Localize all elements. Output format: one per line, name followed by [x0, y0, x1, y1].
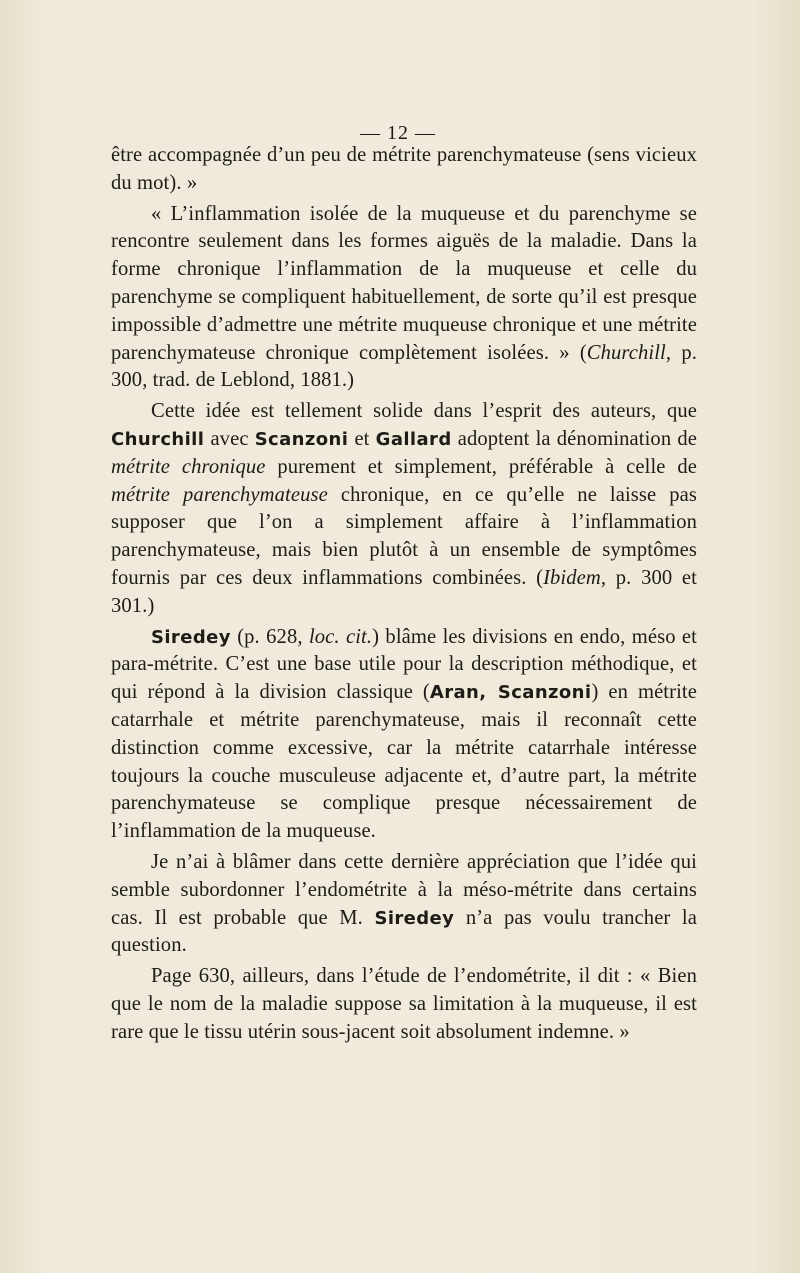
author-name: Churchill	[111, 428, 205, 450]
text-run: (p. 628,	[230, 625, 309, 648]
text-run: Cette idée est tellement solide dans l’esprit des auteurs, que	[151, 400, 697, 423]
body-text	[111, 142, 697, 1050]
italic-term: loc. cit.	[308, 625, 373, 648]
paragraph-metrite-chronique	[111, 398, 697, 620]
text-run: purement et simplement, préférable à celle de	[265, 455, 698, 478]
text-run: n’a pas voulu trancher la question.	[111, 906, 697, 957]
text-run: avec	[204, 427, 255, 450]
paragraph-page-630	[111, 963, 697, 1046]
ref-details: , p. 300, trad. de Leblond, 1881.)	[111, 341, 697, 392]
paragraph-quote-churchill: « L’inflammation isolée de la muqueuse et du parenchyme se rencontre seulement dans les formes aiguës de la maladie. Dans la forme chronique l’inflammation de la muqueuse et celle du parenchyme se compliquent habituellement, de sorte qu’il est presque impossible d’admettre une métrite muqueuse chronique et une métrite parenchymateuse chronique complètement isolées. » (Churchill, p. 300, trad. de Leblond, 1881.)	[111, 202, 697, 392]
italic-term: métrite parenchymateuse	[111, 483, 328, 506]
text-run: ) blâme les divisions en endo, méso et para-métrite. C’est une base utile pour la description méthodique, et qui répond à la division classique (	[111, 625, 697, 704]
italic-term: métrite chronique	[111, 455, 266, 478]
text-run: et	[348, 427, 376, 450]
paragraph-text: « L’inflammation isolée de la muqueuse et du parenchyme se rencontre seulement dans les formes aiguës de la maladie. Dans la forme chronique l’inflammation de la muqueuse et celle du parenchyme se compliquent habituellement, de sorte qu’il est presque impossible d’admettre une métrite muqueuse chronique et une métrite parenchymateuse chronique complètement isolées. »	[111, 202, 697, 364]
author-name: Gallard	[375, 428, 452, 450]
paragraph-continuation	[111, 142, 697, 198]
page-number: — 12 —	[360, 122, 436, 144]
author-name: Siredey	[374, 907, 455, 929]
text-run: , p. 300 et 301.)	[111, 566, 697, 617]
text-run: Je n’ai à blâmer dans cette dernière appréciation que l’idée qui semble subordonner l’endométrite à la méso-métrite dans certains cas. Il est probable que M.	[111, 850, 697, 929]
author-name: Siredey	[151, 626, 231, 648]
italic-term: Ibidem	[543, 566, 601, 589]
paragraph-blame	[111, 849, 697, 960]
author-name: Scanzoni	[254, 428, 349, 450]
ref-author: Churchill	[586, 341, 666, 364]
text-run: ) en métrite catarrhale et métrite parenchymateuse, mais il reconnaît cette distinction comme excessive, car la métrite catarrhale intéresse toujours la couche musculeuse adjacente et, d’autre part, la métrite parenchymateuse se complique presque nécessairement de l’inflammation de la muqueuse.	[111, 681, 697, 843]
paragraph-siredey	[111, 624, 697, 846]
text-run: chronique, en ce qu’elle ne laisse pas supposer que l’on a simplement affaire à l’inflammation parenchymateuse, mais bien plutôt à un ensemble de symptômes fournis par ces deux inflammations combinées. (	[111, 483, 698, 589]
paragraph-text: être accompagnée d’un peu de métrite parenchymateuse (sens vicieux du mot). »	[111, 144, 697, 194]
text-run: adoptent la dénomination de	[451, 427, 697, 450]
paragraph-text: Page 630, ailleurs, dans l’étude de l’endométrite, il dit : « Bien que le nom de la maladie suppose sa limitation à la muqueuse, il est rare que le tissu utérin sous-jacent soit absolument indemne. »	[111, 965, 697, 1043]
author-name: Aran, Scanzoni	[429, 682, 592, 704]
